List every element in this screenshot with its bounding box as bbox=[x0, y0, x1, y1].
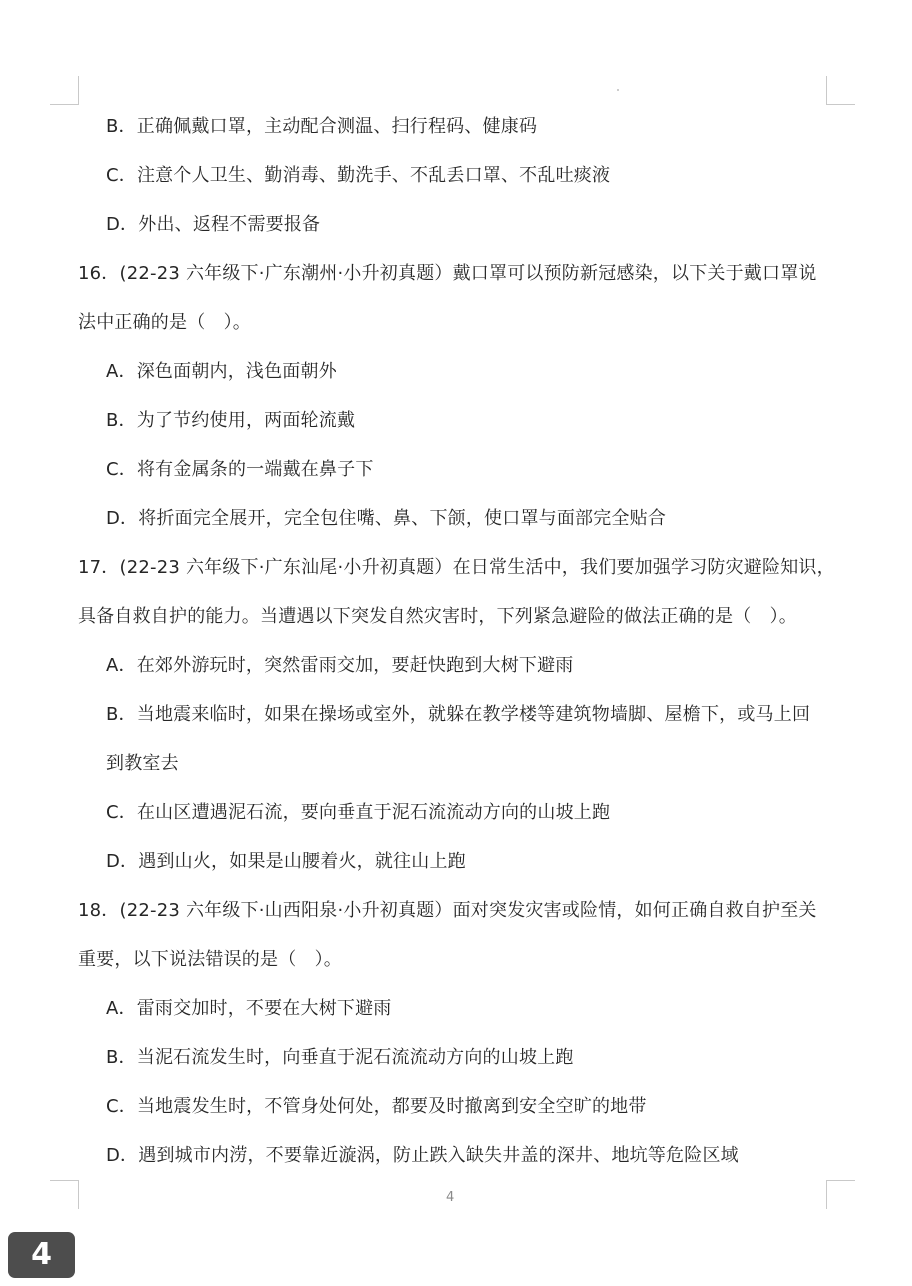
q16-option-a: A．深色面朝内，浅色面朝外 bbox=[106, 361, 337, 382]
q17-option-b-line-2: 到教室去 bbox=[106, 753, 179, 774]
q18-stem-line-1: 18．(22-23 六年级下·山西阳泉·小升初真题）面对突发灾害或险情，如何正确自救自护至关 bbox=[78, 900, 817, 921]
crop-mark-top-left bbox=[50, 76, 79, 105]
q18-option-c: C．当地震发生时，不管身处何处，都要及时撤离到安全空旷的地带 bbox=[106, 1096, 647, 1117]
q17-stem-line-1: 17．(22-23 六年级下·广东汕尾·小升初真题）在日常生活中，我们要加强学习防灾避险知识， bbox=[78, 557, 835, 578]
page-badge: 4 bbox=[8, 1232, 75, 1278]
q17-stem-line-2: 具备自救自护的能力。当遭遇以下突发自然灾害时，下列紧急避险的做法正确的是（ ）。 bbox=[78, 606, 797, 627]
q17-option-d: D．遇到山火，如果是山腰着火，就往山上跑 bbox=[106, 851, 466, 872]
q17-option-b-line-1: B．当地震来临时，如果在操场或室外，就躲在教学楼等建筑物墙脚、屋檐下，或马上回 bbox=[106, 704, 811, 725]
q16-option-d: D．将折面完全展开，完全包住嘴、鼻、下颌，使口罩与面部完全贴合 bbox=[106, 508, 667, 529]
q18-option-b: B．当泥石流发生时，向垂直于泥石流流动方向的山坡上跑 bbox=[106, 1047, 574, 1068]
q16-option-b: B．为了节约使用，两面轮流戴 bbox=[106, 410, 356, 431]
crop-mark-bottom-right bbox=[826, 1180, 855, 1209]
q18-option-a: A．雷雨交加时，不要在大树下避雨 bbox=[106, 998, 392, 1019]
q15-option-c: C．注意个人卫生、勤消毒、勤洗手、不乱丢口罩、不乱吐痰液 bbox=[106, 165, 611, 186]
q18-option-d: D．遇到城市内涝，不要靠近漩涡，防止跌入缺失井盖的深井、地坑等危险区域 bbox=[106, 1145, 739, 1166]
q16-option-c: C．将有金属条的一端戴在鼻子下 bbox=[106, 459, 374, 480]
q16-stem-line-2: 法中正确的是（ ）。 bbox=[78, 312, 251, 333]
crop-mark-top-right bbox=[826, 76, 855, 105]
page-number: 4 bbox=[446, 1190, 455, 1205]
q16-stem-line-1: 16．(22-23 六年级下·广东潮州·小升初真题）戴口罩可以预防新冠感染，以下关于戴口罩说 bbox=[78, 263, 817, 284]
q18-stem-line-2: 重要，以下说法错误的是（ ）。 bbox=[78, 949, 342, 970]
crop-mark-bottom-left bbox=[50, 1180, 79, 1209]
q17-option-a: A．在郊外游玩时，突然雷雨交加，要赶快跑到大树下避雨 bbox=[106, 655, 574, 676]
speck bbox=[617, 89, 619, 91]
q15-option-b: B．正确佩戴口罩，主动配合测温、扫行程码、健康码 bbox=[106, 116, 538, 137]
q15-option-d: D．外出、返程不需要报备 bbox=[106, 214, 321, 235]
q17-option-c: C．在山区遭遇泥石流，要向垂直于泥石流流动方向的山坡上跑 bbox=[106, 802, 611, 823]
